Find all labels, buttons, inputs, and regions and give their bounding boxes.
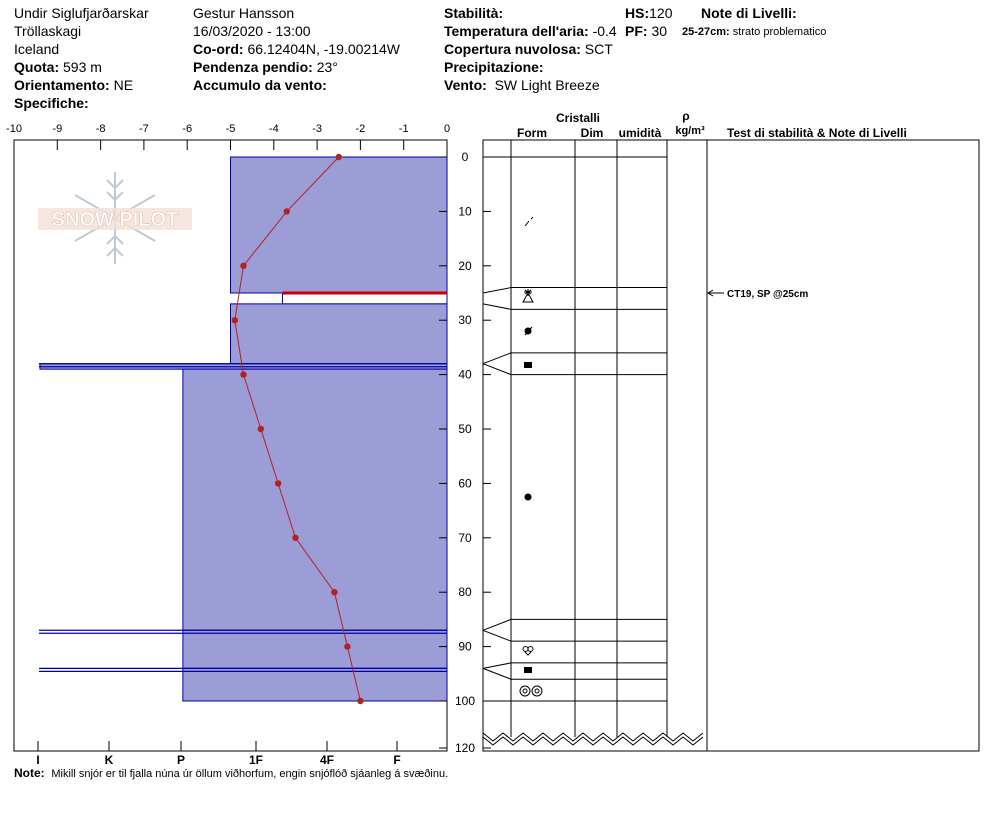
melt-forms-icon xyxy=(520,686,542,696)
hardness-tick-label: I xyxy=(36,753,40,767)
decomposing-icon xyxy=(525,217,533,226)
temperature-axis xyxy=(6,123,450,150)
temperature-point xyxy=(336,154,342,160)
hardness-layer xyxy=(183,630,447,668)
depth-tick-label: 80 xyxy=(458,585,472,600)
observer-name: Gestur Hansson xyxy=(193,5,295,21)
density-header: ρ xyxy=(682,109,690,123)
hardness-tick-label: 1F xyxy=(248,753,264,767)
sky-cover: Copertura nuvolosa: SCT xyxy=(444,41,613,57)
observation-datetime: 16/03/2020 - 13:00 xyxy=(193,23,311,39)
hardness-tick-label: 4F xyxy=(319,753,335,767)
note-label: Note: xyxy=(14,766,45,780)
layer-notes-title: Note di Livelli: xyxy=(701,5,797,21)
depth-tick-label: 0 xyxy=(461,150,469,164)
temp-tick-label: -3 xyxy=(312,123,322,135)
coordinates: Co-ord: 66.12404N, -19.00214W xyxy=(193,41,400,57)
test-result-label: CT19, SP @25cm xyxy=(727,289,809,300)
temp-tick-label: 0 xyxy=(443,123,451,135)
temp-tick-label: -8 xyxy=(95,123,106,135)
svg-text:SNOW PILOT: SNOW PILOT xyxy=(51,209,179,231)
temperature-point xyxy=(240,371,246,377)
depth-connector xyxy=(483,668,511,679)
slope-angle: Pendenza pendio: 23° xyxy=(193,59,338,75)
temp-tick-label: -10 xyxy=(6,123,22,135)
temperature-point xyxy=(232,317,238,323)
wind-loading: Accumulo da vento: xyxy=(193,77,327,93)
precipitation: Precipitazione: xyxy=(444,59,544,75)
snow-height: HS:120 xyxy=(625,5,673,21)
crystal-layer-rows xyxy=(483,157,703,745)
break-zigzag xyxy=(483,733,703,741)
temperature-point xyxy=(331,589,337,595)
faceted-rounded-icon xyxy=(523,647,533,656)
temperature-point xyxy=(275,480,281,486)
depth-connector xyxy=(483,619,511,630)
test-result-arrow xyxy=(708,290,724,296)
depth-tick-label: 120 xyxy=(454,741,476,755)
hardness-layer xyxy=(231,304,448,364)
temperature-point xyxy=(344,643,350,649)
depth-tick-label: 50 xyxy=(458,422,472,436)
depth-tick-label: 70 xyxy=(458,530,472,545)
wind: Vento: SW Light Breeze xyxy=(444,77,600,93)
temp-tick-label: -2 xyxy=(355,123,366,135)
depth-connector xyxy=(483,353,511,364)
depth-connector xyxy=(483,304,511,309)
hardness-tick-label: K xyxy=(104,753,114,767)
size-header: Dim xyxy=(580,126,604,140)
depth-tick-label: 30 xyxy=(458,313,472,328)
aspect: Orientamento: NE xyxy=(14,77,134,93)
hardness-axis xyxy=(36,741,400,767)
surface-hoar-icon xyxy=(523,289,533,302)
depth-connector xyxy=(483,663,511,668)
rounded-faceted-icon xyxy=(525,327,533,335)
crystals-header: Cristalli xyxy=(555,111,601,125)
temperature-point xyxy=(357,698,363,704)
snowpilot-logo xyxy=(38,172,192,264)
hardness-layers xyxy=(39,157,447,701)
depth-connector xyxy=(483,630,511,641)
temperature-point xyxy=(240,263,246,269)
depth-tick-label: 90 xyxy=(458,639,472,654)
crust-icon-lower xyxy=(524,667,532,673)
crystal-table xyxy=(483,140,979,751)
temp-tick-label: -9 xyxy=(52,123,63,135)
temperature-point xyxy=(284,208,290,214)
temp-tick-label: -5 xyxy=(225,123,236,135)
depth-connector xyxy=(483,288,511,293)
temperature-point xyxy=(258,426,264,432)
temperature-point xyxy=(292,535,298,541)
depth-tick-label: 20 xyxy=(458,258,472,273)
temp-tick-label: -4 xyxy=(268,123,279,135)
note-text: Mikill snjór er til fjalla núna úr öllum viðhorfum, engin snjóflóð sjáanleg á svæðinu. xyxy=(51,768,449,780)
depth-tick-label: 40 xyxy=(458,367,472,382)
depth-tick-label: 60 xyxy=(458,476,472,491)
depth-tick-label: 10 xyxy=(458,204,472,219)
tests-header: Test di stabilità & Note di Livelli xyxy=(727,126,907,140)
specifics: Specifiche: xyxy=(14,95,89,111)
hardness-layer xyxy=(231,157,448,293)
location-name: Undir Siglufjarðarskar xyxy=(14,5,149,21)
crust-icon xyxy=(524,362,532,368)
grain-symbols xyxy=(520,217,542,696)
temp-tick-label: -7 xyxy=(139,123,149,135)
footer-note xyxy=(14,766,448,780)
form-header: Form xyxy=(517,126,547,140)
temp-tick-label: -1 xyxy=(398,123,409,135)
layer-note: 25-27cm: strato problematico xyxy=(682,26,827,38)
stability: Stabilità: xyxy=(444,5,504,21)
problem-layer xyxy=(282,293,447,304)
depth-tick-label: 100 xyxy=(454,694,476,708)
region-name: Tröllaskagi xyxy=(14,23,82,39)
penetration-foot: PF: 30 xyxy=(625,23,668,39)
temp-tick-label: -6 xyxy=(182,123,193,135)
hardness-tick-label: P xyxy=(176,753,186,767)
hardness-layer xyxy=(183,668,447,701)
rounded-grains-icon xyxy=(525,494,532,501)
elevation: Quota: 593 m xyxy=(14,59,102,75)
hardness-tick-label: F xyxy=(393,753,401,767)
depth-connector xyxy=(483,364,511,375)
hardness-layer xyxy=(183,369,447,630)
country-name: Iceland xyxy=(14,41,60,57)
air-temperature: Temperatura dell'aria: -0.4 xyxy=(444,23,617,39)
density-unit: kg/m³ xyxy=(675,125,705,137)
moisture-header: umidità xyxy=(618,126,662,140)
